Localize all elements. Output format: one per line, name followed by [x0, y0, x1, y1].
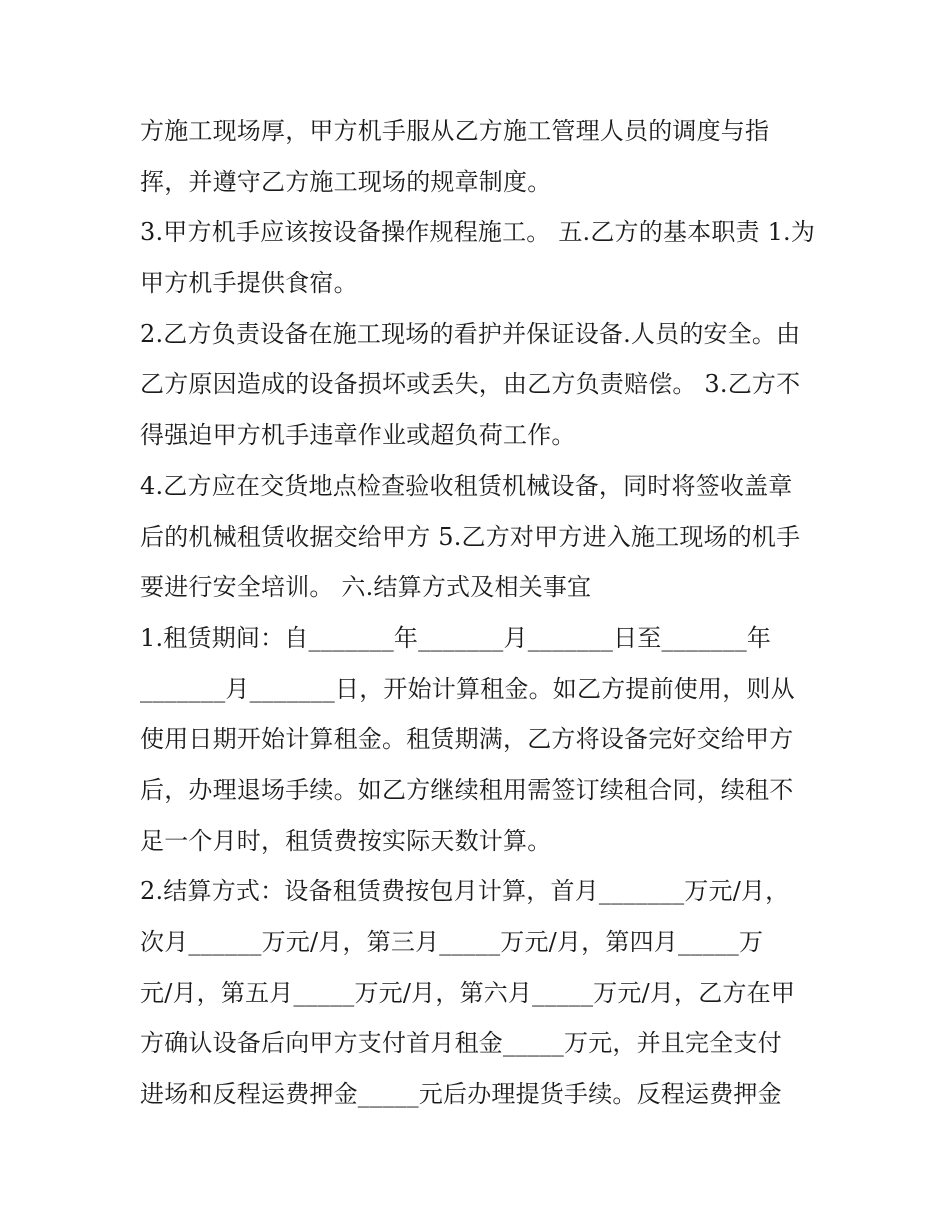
text-line-16: 2.结算方式：设备租赁费按包月计算，首月_______万元/月，	[140, 877, 790, 906]
document-body	[140, 106, 820, 1120]
text-line-19: 方确认设备后向甲方支付首月租金_____万元，并且完全支付	[140, 1029, 782, 1058]
text-line-6: 乙方原因造成的设备损坏或丢失，由乙方负责赔偿。 3.乙方不	[140, 370, 801, 399]
text-line-2: 挥，并遵守乙方施工现场的规章制度。	[140, 167, 552, 196]
text-line-14: 后，办理退场手续。如乙方继续租用需签订续租合同，续租不	[140, 775, 794, 804]
text-line-12: _______月_______日，开始计算租金。如乙方提前使用，则从	[140, 674, 795, 703]
text-line-10: 要进行安全培训。 六.结算方式及相关事宜	[140, 573, 592, 602]
text-line-4: 甲方机手提供食宿。	[140, 269, 358, 298]
text-line-9: 后的机械租赁收据交给甲方 5.乙方对甲方进入施工现场的机手	[140, 522, 801, 551]
text-line-8: 4.乙方应在交货地点检查验收租赁机械设备，同时将签收盖章	[140, 471, 793, 500]
text-line-3: 3.甲方机手应该按设备操作规程施工。 五.乙方的基本职责 1.为	[140, 218, 816, 247]
text-line-7: 得强迫甲方机手违章作业或超负荷工作。	[140, 421, 576, 450]
text-line-18: 元/月，第五月_____万元/月，第六月_____万元/月，乙方在甲	[140, 978, 796, 1007]
text-line-5: 2.乙方负责设备在施工现场的看护并保证设备.人员的安全。由	[140, 319, 801, 348]
text-line-1: 方施工现场厚，甲方机手服从乙方施工管理人员的调度与指	[140, 117, 770, 145]
text-line-15: 足一个月时，租赁费按实际天数计算。	[140, 826, 552, 855]
text-line-20: 进场和反程运费押金_____元后办理提货手续。反程运费押金	[140, 1080, 782, 1109]
text-line-11: 1.租赁期间：自_______年_______月_______日至_______年	[140, 623, 772, 652]
text-line-17: 次月______万元/月，第三月_____万元/月，第四月_____万	[140, 928, 764, 956]
text-line-13: 使用日期开始计算租金。租赁期满，乙方将设备完好交给甲方	[140, 725, 794, 754]
